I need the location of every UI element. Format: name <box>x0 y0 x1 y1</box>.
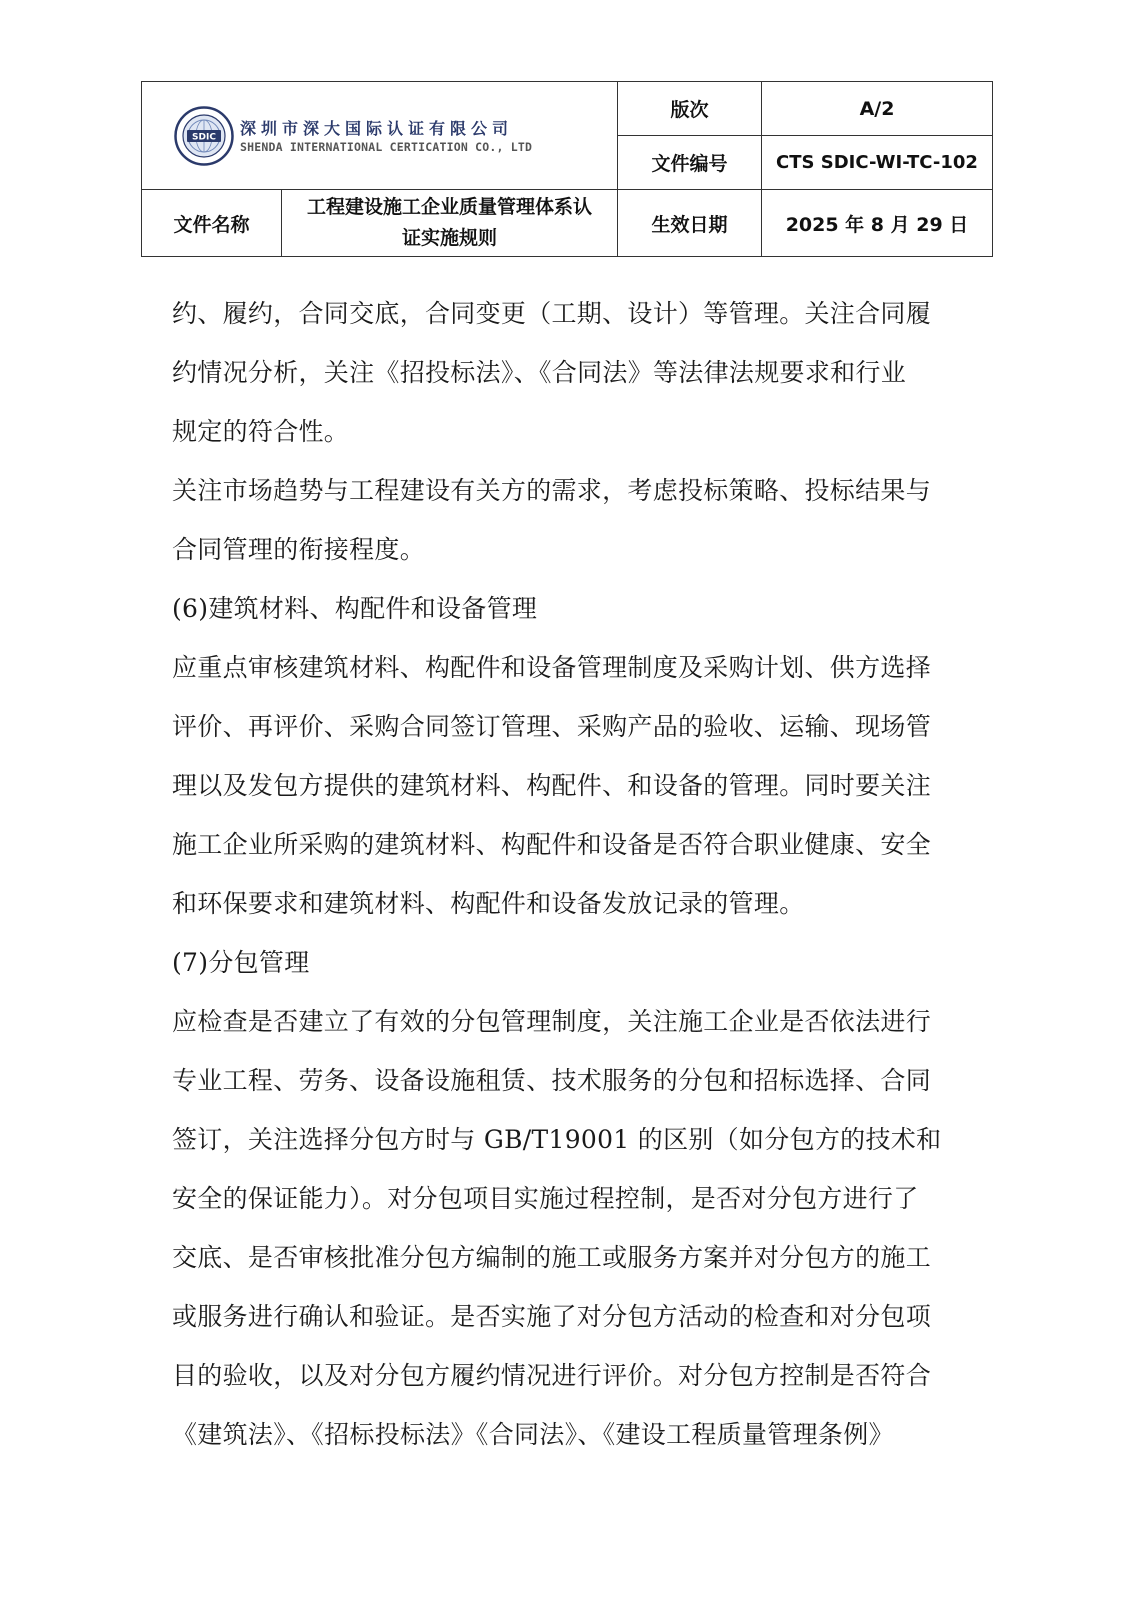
text-line: 安全的保证能力）。对分包项目实施过程控制，是否对分包方进行了 <box>172 1184 919 1213</box>
document-body <box>172 284 962 1464</box>
section-heading: (6)建筑材料、构配件和设备管理 <box>172 594 538 623</box>
text-line: 《建筑法》、《招标投标法》《合同法》、《建设工程质量管理条例》 <box>172 1420 894 1449</box>
document-name-value <box>282 190 617 256</box>
document-number-label: 文件编号 <box>651 153 728 175</box>
text-line: 或服务进行确认和验证。是否实施了对分包方活动的检查和对分包项 <box>172 1302 932 1331</box>
logo-mark-text: SDIC <box>192 132 216 143</box>
section-heading: (7)分包管理 <box>172 948 310 977</box>
document-header-table <box>141 81 993 257</box>
company-name-cn: 深圳市深大国际认证有限公司 <box>240 119 514 138</box>
company-name-en: SHENDA INTERNATIONAL CERTICATION CO., LTD <box>240 140 533 154</box>
document-name-label: 文件名称 <box>173 213 250 236</box>
text-line: 交底、是否审核批准分包方编制的施工或服务方案并对分包方的施工 <box>172 1243 932 1272</box>
text-line: 和环保要求和建筑材料、构配件和设备发放记录的管理。 <box>172 889 805 918</box>
text-line: 约情况分析，关注《招投标法》、《合同法》等法律法规要求和行业 <box>172 358 907 387</box>
text-line: 合同管理的衔接程度。 <box>172 535 426 564</box>
document-name-line: 工程建设施工企业质量管理体系认 <box>306 196 592 218</box>
text-line: 应重点审核建筑材料、构配件和设备管理制度及采购计划、供方选择 <box>172 653 932 682</box>
text-line: 关注市场趋势与工程建设有关方的需求，考虑投标策略、投标结果与 <box>172 476 932 505</box>
effective-date-value: 2025 年 8 月 29 日 <box>785 213 969 236</box>
version-value: A/2 <box>859 97 895 120</box>
text-line: 签订，关注选择分包方时与 GB/T19001 的区别（如分包方的技术和 <box>172 1125 942 1154</box>
text-line: 约、履约，合同交底，合同变更（工期、设计）等管理。关注合同履 <box>172 299 932 328</box>
text-line: 应检查是否建立了有效的分包管理制度，关注施工企业是否依法进行 <box>172 1007 932 1036</box>
text-line: 施工企业所采购的建筑材料、构配件和设备是否符合职业健康、安全 <box>172 830 932 859</box>
document-number-value: CTS SDIC-WI-TC-102 <box>776 152 978 173</box>
text-line: 规定的符合性。 <box>172 417 350 446</box>
company-logo-block <box>142 82 618 190</box>
text-line: 专业工程、劳务、设备设施租赁、技术服务的分包和招标选择、合同 <box>172 1066 932 1095</box>
version-label: 版次 <box>670 99 709 121</box>
text-line: 目的验收，以及对分包方履约情况进行评价。对分包方控制是否符合 <box>172 1361 932 1390</box>
document-name-line: 证实施规则 <box>401 227 497 249</box>
text-line: 评价、再评价、采购合同签订管理、采购产品的验收、运输、现场管 <box>172 712 932 741</box>
text-line: 理以及发包方提供的建筑材料、构配件、和设备的管理。同时要关注 <box>172 771 932 800</box>
company-emblem-icon <box>174 106 234 166</box>
effective-date-label: 生效日期 <box>651 213 728 236</box>
